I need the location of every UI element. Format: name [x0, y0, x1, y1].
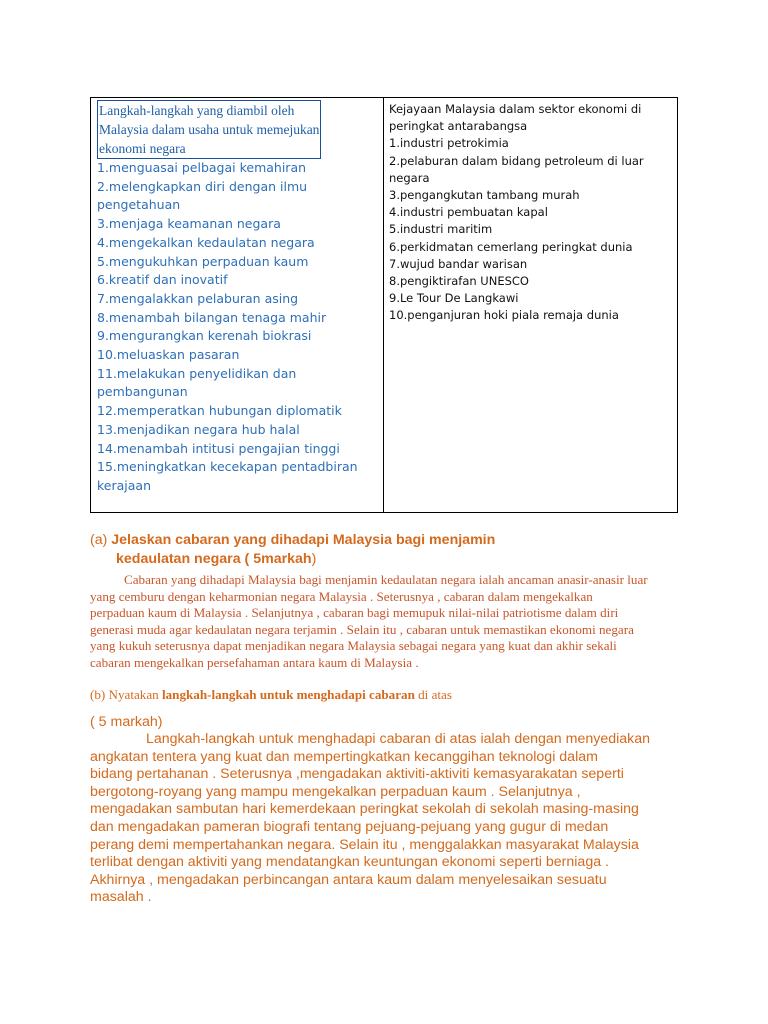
list-item: 3.menjaga keamanan negara [97, 216, 281, 232]
answer-b-line: Akhirnya , mengadakan perbincangan antara kaum dalam menyelesaikan sesuatu [90, 871, 607, 888]
left-heading-line: Langkah-langkah yang diambil oleh [99, 103, 295, 118]
list-item: 8.menambah bilangan tenaga mahir [97, 309, 327, 325]
achievements-list [389, 135, 673, 324]
list-item: 15.meningkatkan kecekapan pentadbiran [97, 459, 358, 475]
answer-b-line: mengadakan sambutan hari kemerdekaan peringkat sekolah di sekolah masing-masing [90, 801, 639, 818]
list-item: 11.melakukan penyelidikan dan [97, 365, 297, 381]
list-item: 2.melengkapkan diri dengan ilmu [97, 178, 308, 194]
list-item: 10.meluaskan pasaran [97, 347, 240, 363]
list-item: 6.perkidmatan cemerlang peringkat dunia [389, 239, 633, 254]
steps-list [97, 159, 379, 496]
right-heading-line: peringkat antarabangsa [389, 119, 528, 134]
answer-a-line: Cabaran yang dihadapi Malaysia bagi menjamin kedaulatan negara ialah ancaman anasir-anasir luar [124, 572, 648, 587]
question-a-prefix: (a) [90, 532, 112, 548]
list-item: 12.memperatkan hubungan diplomatik [97, 403, 342, 419]
list-item: 9.mengurangkan kerenah biokrasi [97, 328, 312, 344]
answer-b-line: bergotong-royang yang mampu mengekalkan perpaduan kaum . Selanjutnya , [90, 783, 581, 800]
list-item: 14.menambah intitusi pengajian tinggi [97, 440, 340, 456]
answer-b-line: Langkah-langkah untuk menghadapi cabaran di atas ialah dengan menyediakan [146, 731, 651, 747]
answer-b [90, 731, 690, 907]
question-a [90, 531, 690, 569]
answer-a-line: yang kukuh seterusnya dapat menjadikan negara Malaysia sebagai negara yang kuat dan akhir sekali [90, 638, 617, 654]
list-item: pembangunan [97, 384, 188, 400]
answer-b-line: perang demi mempertahankan negara. Selain itu , menggalakkan masyarakat Malaysia [90, 836, 639, 853]
list-item: 5.mengukuhkan perpaduan kaum [97, 253, 309, 269]
list-item: kerajaan [97, 477, 151, 493]
answer-a-line: perpaduan kaum di Malaysia . Selanjutnya , cabaran bagi memupuk nilai-nilai patriotisme dalam diri [90, 605, 619, 621]
summary-table [90, 97, 678, 513]
left-heading-line: Malaysia dalam usaha untuk memejukan [99, 122, 320, 137]
list-item: 6.kreatif dan inovatif [97, 272, 228, 288]
question-a-text: Jelaskan cabaran yang dihadapi Malaysia bagi menjamin [111, 532, 496, 548]
question-a-line [90, 550, 690, 569]
list-item: 1.industri petrokimia [389, 136, 509, 151]
table-right-column [384, 98, 677, 512]
question-a-suffix: ) [311, 551, 317, 567]
list-item: 1.menguasai pelbagai kemahiran [97, 160, 307, 175]
list-item: negara [389, 170, 430, 185]
list-item: 7.wujud bandar warisan [389, 256, 528, 271]
list-item: pengetahuan [97, 197, 181, 213]
answer-a [90, 572, 690, 672]
list-item: 7.mengalakkan pelaburan asing [97, 290, 299, 306]
question-a-line [90, 531, 690, 550]
answer-b-line: masalah . [90, 889, 152, 906]
list-item: 13.menjadikan negara hub halal [97, 421, 300, 437]
list-item: 10.penganjuran hoki piala remaja dunia [389, 308, 619, 323]
answer-b-line: angkatan tentera yang kuat dan mempertingkatkan kecanggihan teknologi dalam [90, 748, 598, 765]
list-item: 9.Le Tour De Langkawi [389, 291, 519, 306]
answer-b-line: bidang pertahanan . Seterusnya ,mengadakan aktiviti-aktiviti kemasyarakatan seperti [90, 766, 624, 783]
question-b-text: langkah-langkah untuk menghadapi cabaran [161, 687, 415, 702]
list-item: 2.pelaburan dalam bidang petroleum di luar [389, 153, 644, 168]
left-heading-line: ekonomi negara [99, 141, 186, 156]
answer-a-line: cabaran mengekalkan persefahaman antara kaum di Malaysia . [90, 654, 419, 670]
list-item: 3.pengangkutan tambang murah [389, 188, 580, 203]
answer-b-line: terlibat dengan aktiviti yang mendatangkan keuntungan ekonomi seperti berniaga . [90, 854, 609, 871]
answer-a-line: yang cemburu dengan keharmonian negara Malaysia . Seterusnya , cabaran dalam mengekalkan [90, 588, 593, 604]
question-b-marks: ( 5 markah) [90, 714, 163, 730]
table-left-column [91, 98, 384, 512]
question-b [90, 687, 452, 703]
list-item: 4.industri pembuatan kapal [389, 205, 548, 220]
list-item: 8.pengiktirafan UNESCO [389, 274, 529, 289]
list-item: 5.industri maritim [389, 222, 493, 237]
list-item: 4.mengekalkan kedaulatan negara [97, 234, 315, 250]
answer-b-line: dan mengadakan pameran biografi tentang pejuang-pejuang yang gugur di medan [90, 818, 609, 835]
answer-a-line: generasi muda agar kedaulatan negara terjamin . Selain itu , cabaran untuk memastikan ekonomi negara [90, 621, 634, 637]
left-column-heading [97, 100, 321, 159]
question-b-prefix: (b) Nyatakan [90, 687, 162, 702]
question-b-suffix: di atas [414, 687, 452, 702]
question-a-text: kedaulatan negara ( 5markah [116, 551, 312, 567]
right-heading-line: Kejayaan Malaysia dalam sektor ekonomi di [389, 102, 642, 116]
right-column-heading [389, 101, 673, 135]
